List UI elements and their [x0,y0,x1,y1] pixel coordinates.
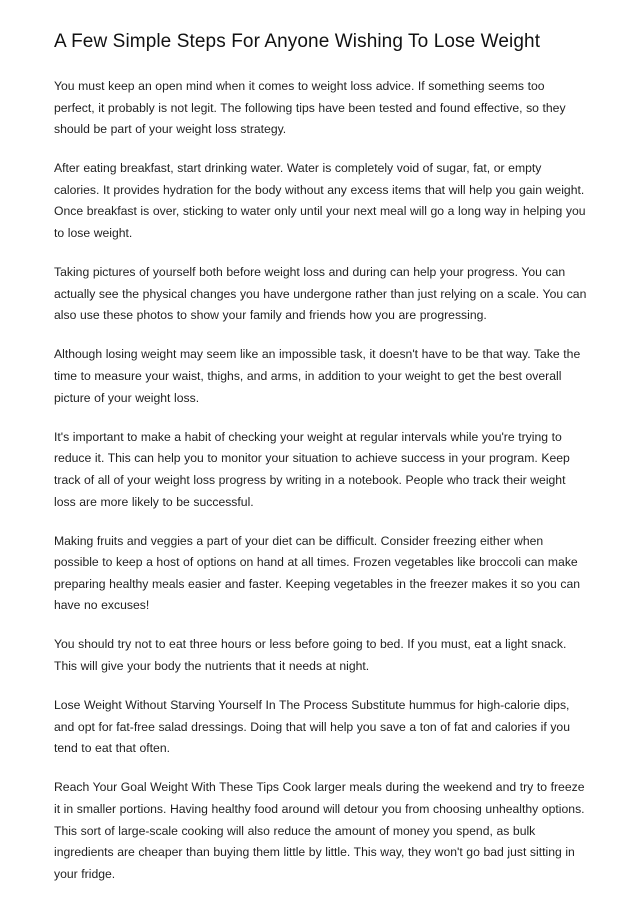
paragraph-6: Making fruits and veggies a part of your diet can be difficult. Consider freezing either when possible to keep a host of options on hand at all times. Frozen vegetables like broccoli can make preparing healthy meals easier and faster. Keeping vegetables in the freezer makes it so you can have no excuses! [54,533,581,613]
paragraph-8: Lose Weight Without Starving Yourself In The Process Substitute hummus for high-calorie dips, and opt for fat-free salad dressings. Doing that will help you save a ton of fat and calories if you tend to eat that often. [54,698,570,756]
paragraph-4: Although losing weight may seem like an impossible task, it doesn't have to be that way. Take the time to measure your waist, thighs, and arms, in addition to your weight to get the best overall picture of your weight loss. [54,347,581,405]
paragraph-9: Reach Your Goal Weight With These Tips Cook larger meals during the weekend and try to freeze it in smaller portions. Having healthy food around will detour you from choosing unhealthy options. This sort of large-scale cooking will also reduce the amount of money you spend, as bulk ingredients are cheaper than buying them little by little. This way, they won't go bad just sitting in your fridge. [54,780,585,881]
paragraph-5: It's important to make a habit of checking your weight at regular intervals while you're trying to reduce it. This can help you to monitor your situation to achieve success in your program. Keep track of all of your weight loss progress by writing in a notebook. People who track their weight loss are more likely to be successful. [54,429,570,509]
paragraph-1: You must keep an open mind when it comes to weight loss advice. If something seems too perfect, it probably is not legit. The following tips have been tested and found effective, so they should be part of your weight loss strategy. [54,79,566,137]
paragraph-3: Taking pictures of yourself both before weight loss and during can help your progress. You can actually see the physical changes you have undergone rather than just relying on a scale. You can also use these photos to show your family and friends how you are progressing. [54,265,587,323]
page-title: A Few Simple Steps For Anyone Wishing To Lose Weight [54,31,541,52]
paragraph-2: After eating breakfast, start drinking water. Water is completely void of sugar, fat, or empty calories. It provides hydration for the body without any excess items that will help you gain weight. Once breakfast is over, sticking to water only until your next meal will go a long way in helping you to lose weight. [54,161,586,241]
paragraph-7: You should try not to eat three hours or less before going to bed. If you must, eat a light snack. This will give your body the nutrients that it needs at night. [54,637,567,674]
